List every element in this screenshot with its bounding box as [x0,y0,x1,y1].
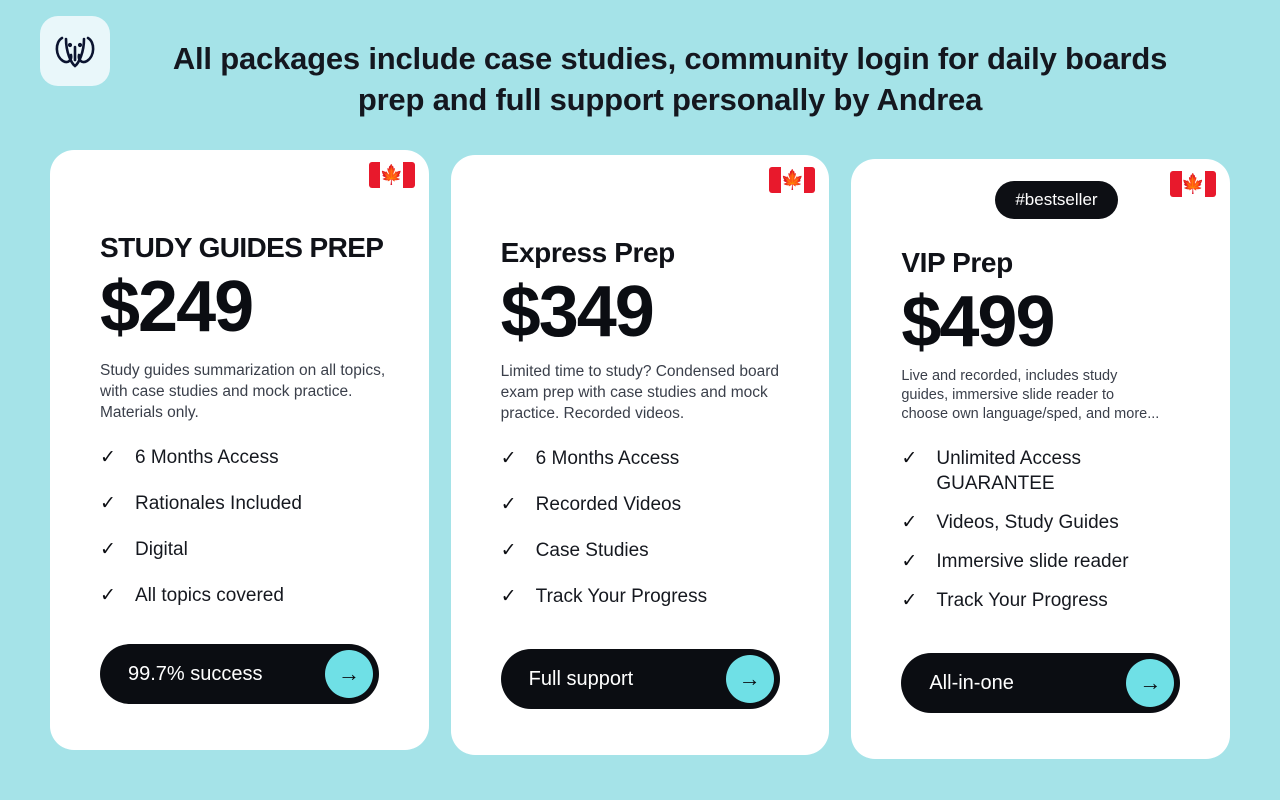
feature-label: Recorded Videos [535,494,682,515]
check-icon: ✓ [500,494,517,515]
feature-label: Case Studies [535,540,649,561]
canada-flag-icon [369,162,415,188]
page-headline: All packages include case studies, community login for daily boards prep and full support personally by Andrea [172,41,1168,117]
feature-list [100,445,393,608]
feature-label: Immersive slide reader [936,551,1129,572]
check-icon: ✓ [500,540,517,561]
feature-label: Digital [135,539,188,560]
check-icon: ✓ [100,493,116,514]
plan-price: $499 [901,282,1054,362]
arrow-right-icon: → [726,655,774,703]
status-badge-bestseller: #bestseller [995,181,1117,219]
feature-label: Track Your Progress [535,586,708,607]
feature-label: Track Your Progress [936,590,1108,611]
list-item [501,538,794,563]
plan-name: Express Prep [500,237,675,268]
check-icon: ✓ [901,448,918,469]
canada-flag-icon [769,167,815,193]
cta-button-study-guides-prep[interactable] [100,644,379,704]
ram-head-logo-icon [40,16,110,86]
plan-name: VIP Prep [901,247,1013,278]
cta-label: All-in-one [929,671,1014,694]
list-item [901,549,1194,574]
list-item [100,491,393,516]
plan-price: $349 [500,272,653,352]
canada-flag-icon [1170,171,1216,197]
list-item [901,510,1194,535]
check-icon: ✓ [500,448,517,469]
list-item [901,446,1194,496]
list-item [100,583,393,608]
maple-leaf-icon: 🍁 [379,164,404,186]
check-icon: ✓ [500,586,517,607]
arrow-right-icon: → [325,650,373,698]
pricing-cards [50,150,1230,759]
pricing-card-express-prep [451,155,830,755]
feature-label: All topics covered [135,585,284,606]
arrow-right-icon: → [1126,659,1174,707]
list-item [901,588,1194,613]
list-item [100,445,393,470]
cta-button-vip-prep[interactable] [901,653,1180,713]
feature-label: Unlimited Access GUARANTEE [936,448,1082,494]
plan-name: STUDY GUIDES PREP [100,232,384,263]
feature-list [501,446,794,609]
list-item [501,492,794,517]
check-icon: ✓ [100,447,116,468]
plan-description: Live and recorded, includes study guides, immersive slide reader to choose own language/sped, and more... [901,368,1160,422]
list-item [100,537,393,562]
cta-label: 99.7% success [128,662,263,685]
feature-label: 6 Months Access [535,448,680,469]
check-icon: ✓ [901,551,918,572]
feature-label: 6 Months Access [135,447,279,468]
check-icon: ✓ [901,590,918,611]
plan-description: Limited time to study? Condensed board exam prep with case studies and mock practice. Recorded videos. [500,363,779,422]
plan-description: Study guides summarization on all topics, with case studies and mock practice. Materials only. [100,362,386,421]
maple-leaf-icon: 🍁 [1181,173,1205,195]
cta-label: Full support [528,667,634,690]
list-item [501,446,794,471]
pricing-card-vip-prep [851,159,1230,759]
feature-label: Rationales Included [135,493,302,514]
plan-price: $249 [100,267,253,347]
check-icon: ✓ [901,512,918,533]
feature-list [901,446,1194,613]
cta-button-express-prep[interactable] [501,649,780,709]
pricing-card-study-guides-prep [50,150,429,750]
feature-label: Videos, Study Guides [936,512,1119,533]
check-icon: ✓ [100,539,116,560]
check-icon: ✓ [100,585,116,606]
maple-leaf-icon: 🍁 [780,169,805,191]
list-item [501,584,794,609]
